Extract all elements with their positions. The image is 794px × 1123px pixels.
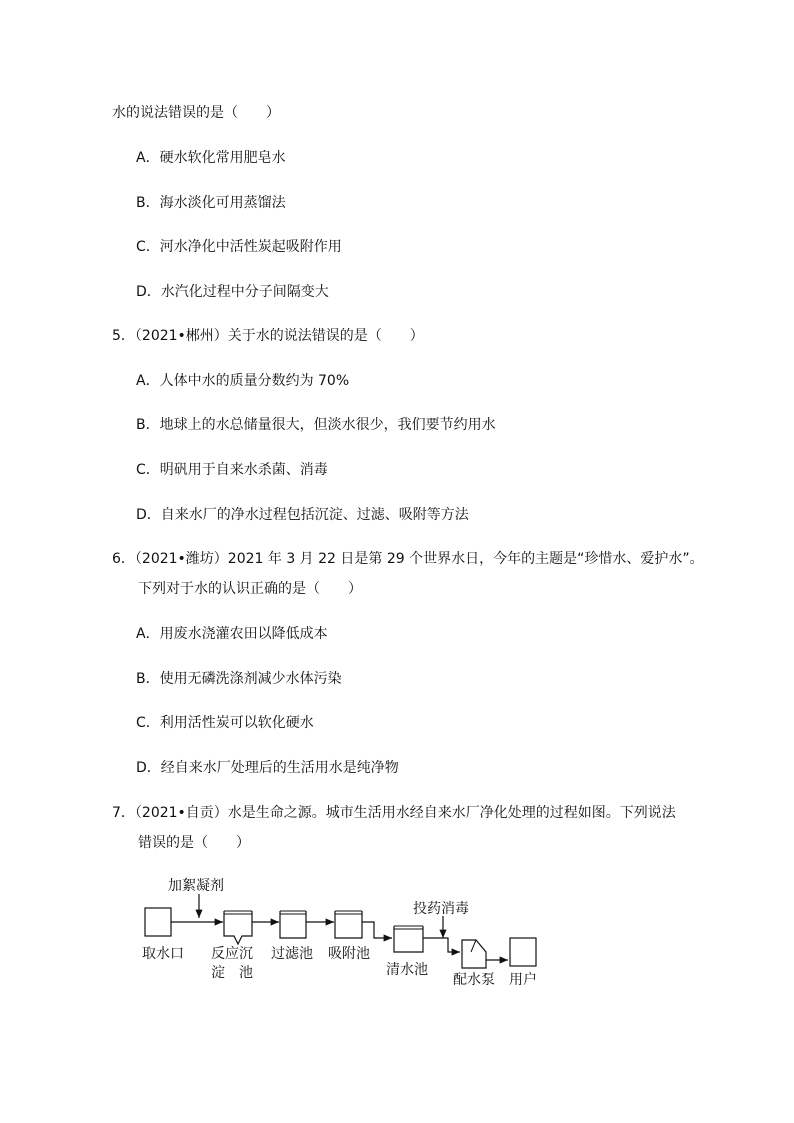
flow-arrow-4 [362,922,392,938]
adsorb-label: 吸附池 [328,946,370,962]
pump-icon [462,940,486,968]
q4-stem-tail: 水的说法错误的是（ ） [112,105,280,121]
clear-water-tank [394,926,423,952]
filter-label: 过滤池 [271,946,313,962]
q4-option-d: D．水汽化过程中分子间隔变大 [136,284,329,300]
intake-box [145,908,171,936]
q6-option-a: A．用废水浇灌农田以降低成本 [136,626,328,642]
q5-option-b: B．地球上的水总储量很大，但淡水很少，我们要节约用水 [136,417,496,433]
q5-option-a: A．人体中水的质量分数约为 70% [136,373,350,389]
sedimentation-label-2: 淀 池 [211,965,253,981]
clear-label: 清水池 [386,962,428,978]
sedimentation-label-1: 反应沉 [211,946,253,962]
water-treatment-diagram [138,868,558,998]
intake-label: 取水口 [142,946,184,962]
user-label: 用户 [509,972,537,988]
q5-option-c: C．明矾用于自来水杀菌、消毒 [136,462,328,478]
q7-stem-line1: 7．（2021•自贡）水是生命之源。城市生活用水经自来水厂净化处理的过程如图。下列说法 [112,805,676,821]
q4-option-c: C．河水净化中活性炭起吸附作用 [136,239,342,255]
filter-tank [280,911,306,938]
q6-option-d: D．经自来水厂处理后的生活用水是纯净物 [136,760,399,776]
q4-option-a: A．硬水软化常用肥皂水 [136,150,286,166]
pump-label: 配水泵 [453,972,495,988]
q6-option-b: B．使用无磷洗涤剂减少水体污染 [136,671,342,687]
q5-stem: 5．（2021•郴州）关于水的说法错误的是（ ） [112,328,424,344]
adsorption-tank [335,911,362,938]
q6-stem-line2: 下列对于水的认识正确的是（ ） [138,581,362,597]
sedimentation-tank [224,911,252,944]
flow-arrow-5 [423,938,460,952]
q6-stem-line1: 6．（2021•潍坊）2021 年 3 月 22 日是第 29 个世界水日，今年的主题是“珍惜水、爱护水”。 [112,551,704,567]
q6-option-c: C．利用活性炭可以软化硬水 [136,715,314,731]
q5-option-d: D．自来水厂的净水过程包括沉淀、过滤、吸附等方法 [136,507,469,523]
user-box [510,938,536,966]
q4-option-b: B．海水淡化可用蒸馏法 [136,195,286,211]
q7-stem-line2: 错误的是（ ） [138,835,250,851]
coagulant-label: 加絮凝剂 [168,878,224,894]
disinfect-label: 投药消毒 [413,901,469,917]
